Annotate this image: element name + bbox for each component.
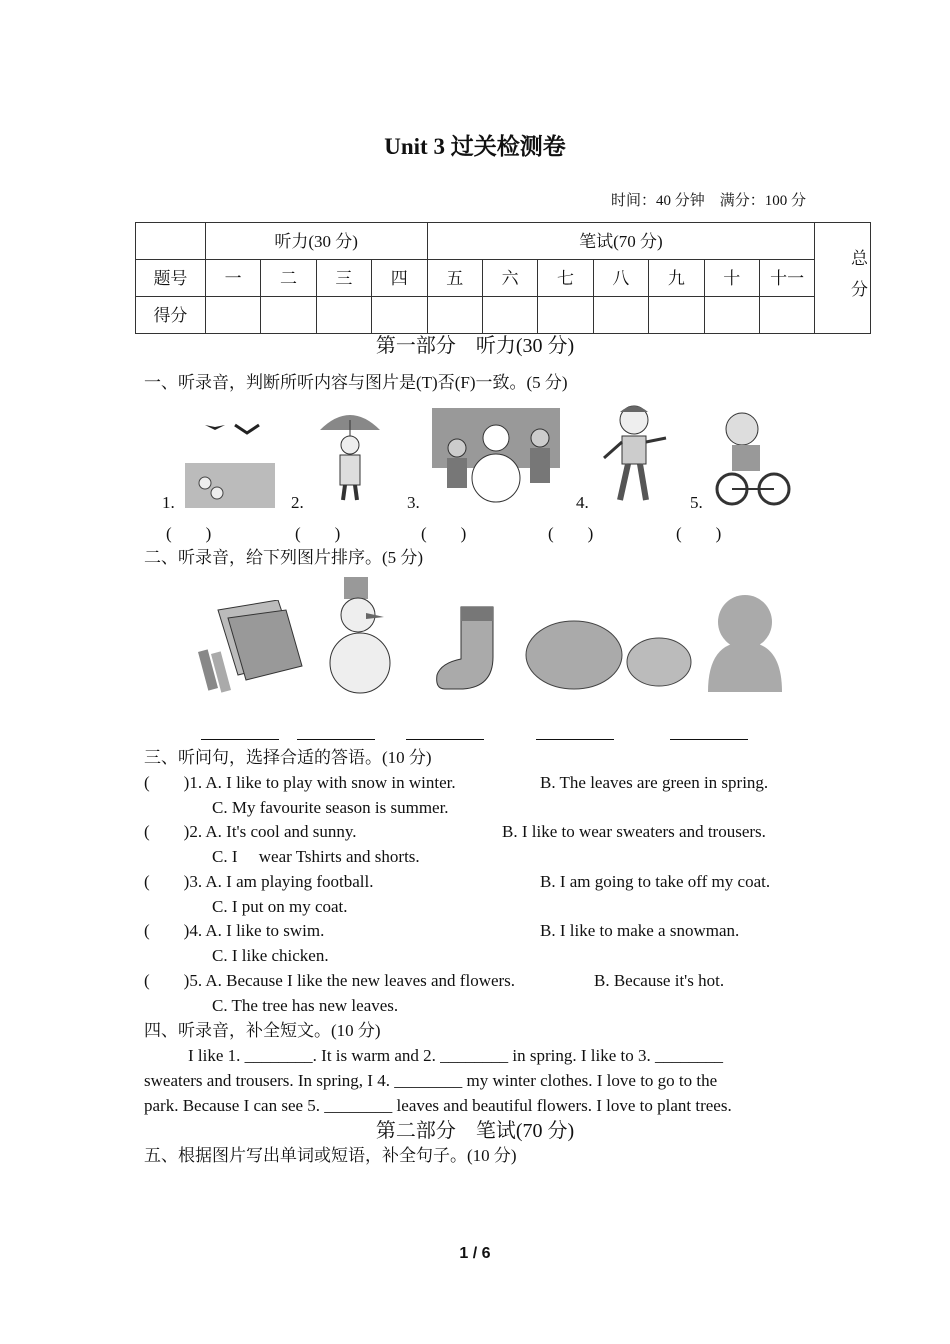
row-label-number: 题号 (136, 260, 206, 297)
score-table (135, 222, 871, 334)
answer-bracket[interactable]: ( ) (548, 524, 594, 543)
score-cell[interactable] (759, 297, 814, 334)
q3-option-b: B. I like to make a snowman. (540, 921, 740, 940)
q3-option-c: C. My favourite season is summer. (212, 798, 449, 817)
q4-passage-line: I like 1. ________. It is warm and 2. ________ in spring. I like to 3. ________ (188, 1046, 723, 1065)
q3-heading: 三、听问句，选择合适的答语。(10 分) (144, 748, 432, 767)
q3-option-b: B. I am going to take off my coat. (540, 872, 771, 891)
score-cell[interactable] (704, 297, 759, 334)
col-number: 三 (316, 260, 371, 297)
order-blank[interactable] (536, 726, 614, 740)
answer-bracket[interactable]: ( ) (295, 524, 341, 543)
q3-option-c: C. I put on my coat. (212, 897, 348, 916)
q3-item: ( )3. A. I am playing football. (144, 872, 374, 891)
row-label-score: 得分 (136, 297, 206, 334)
q3-item: ( )4. A. I like to swim. (144, 921, 325, 940)
q3-option-b: B. I like to wear sweaters and trousers. (502, 822, 766, 841)
exam-meta: 时间：40 分钟 满分：100 分 (610, 193, 806, 209)
q4-passage-line: sweaters and trousers. In spring, I 4. ________ my winter clothes. I love to go to the (144, 1071, 718, 1090)
writing-header: 笔试(70 分) (427, 223, 815, 260)
answer-bracket[interactable]: ( ) (676, 524, 722, 543)
col-number: 五 (427, 260, 482, 297)
col-number: 二 (261, 260, 316, 297)
q3-option-c: C. I wear Tshirts and shorts. (212, 847, 420, 866)
q3-option-c: C. I like chicken. (212, 946, 329, 965)
part2-heading: 第二部分 笔试(70 分) (375, 1120, 575, 1142)
page-title: Unit 3 过关检测卷 (384, 134, 566, 159)
q3-item: ( )2. A. It's cool and sunny. (144, 822, 357, 841)
q1-label: 3. (407, 493, 420, 512)
snow-shape-picture (705, 592, 785, 692)
score-cell[interactable] (372, 297, 427, 334)
score-cell[interactable] (482, 297, 537, 334)
q3-item: ( )1. A. I like to play with snow in winter. (144, 773, 456, 792)
answer-bracket[interactable]: ( ) (166, 524, 212, 543)
q3-option-c: C. The tree has new leaves. (212, 996, 399, 1015)
q1-label: 5. (690, 493, 703, 512)
table-corner (136, 223, 206, 260)
q5-heading: 五、根据图片写出单词或短语，补全句子。(10 分) (144, 1146, 517, 1165)
col-number: 十 (704, 260, 759, 297)
rain-umbrella-picture (315, 400, 385, 510)
score-cell[interactable] (205, 297, 260, 334)
snowman-children-picture (432, 408, 560, 508)
col-number: 四 (372, 260, 427, 297)
q2-heading: 二、听录音，给下列图片排序。(5 分) (144, 548, 424, 567)
q1-label: 4. (576, 493, 589, 512)
page-number: 1 / 6 (459, 1245, 491, 1262)
leaves-pile-picture (524, 610, 694, 690)
order-blank[interactable] (670, 726, 748, 740)
order-blank[interactable] (201, 726, 279, 740)
total-header: 总分 (815, 223, 871, 334)
q3-option-b: B. The leaves are green in spring. (540, 773, 769, 792)
q3-item: ( )5. A. Because I like the new leaves and flowers. (144, 971, 516, 990)
part1-heading: 第一部分 听力(30 分) (375, 335, 575, 357)
q4-passage-line: park. Because I can see 5. ________ leaves and beautiful flowers. I love to plant trees. (144, 1096, 732, 1115)
col-number: 九 (649, 260, 704, 297)
boy-scarf-picture (598, 400, 670, 508)
q1-heading: 一、听录音，判断所听内容与图片是(T)否(F)一致。(5 分) (144, 373, 568, 392)
sock-picture (433, 603, 503, 693)
spring-picture (185, 405, 277, 510)
score-cell[interactable] (649, 297, 704, 334)
boy-bicycle-picture (712, 407, 792, 507)
score-cell[interactable] (261, 297, 316, 334)
col-number: 十一 (759, 260, 814, 297)
order-blank[interactable] (297, 726, 375, 740)
listening-header: 听力(30 分) (205, 223, 427, 260)
col-number: 八 (593, 260, 648, 297)
col-number: 一 (205, 260, 260, 297)
score-cell[interactable] (538, 297, 593, 334)
q1-label: 2. (291, 493, 304, 512)
col-number: 六 (482, 260, 537, 297)
score-cell[interactable] (427, 297, 482, 334)
paper-crayons-picture (198, 600, 303, 695)
snowman-picture (322, 575, 402, 695)
score-cell[interactable] (593, 297, 648, 334)
order-blank[interactable] (406, 726, 484, 740)
q3-option-b: B. Because it's hot. (594, 971, 725, 990)
q1-label: 1. (162, 493, 175, 512)
answer-bracket[interactable]: ( ) (421, 524, 467, 543)
score-cell[interactable] (316, 297, 371, 334)
q4-heading: 四、听录音，补全短文。(10 分) (144, 1021, 381, 1040)
col-number: 七 (538, 260, 593, 297)
